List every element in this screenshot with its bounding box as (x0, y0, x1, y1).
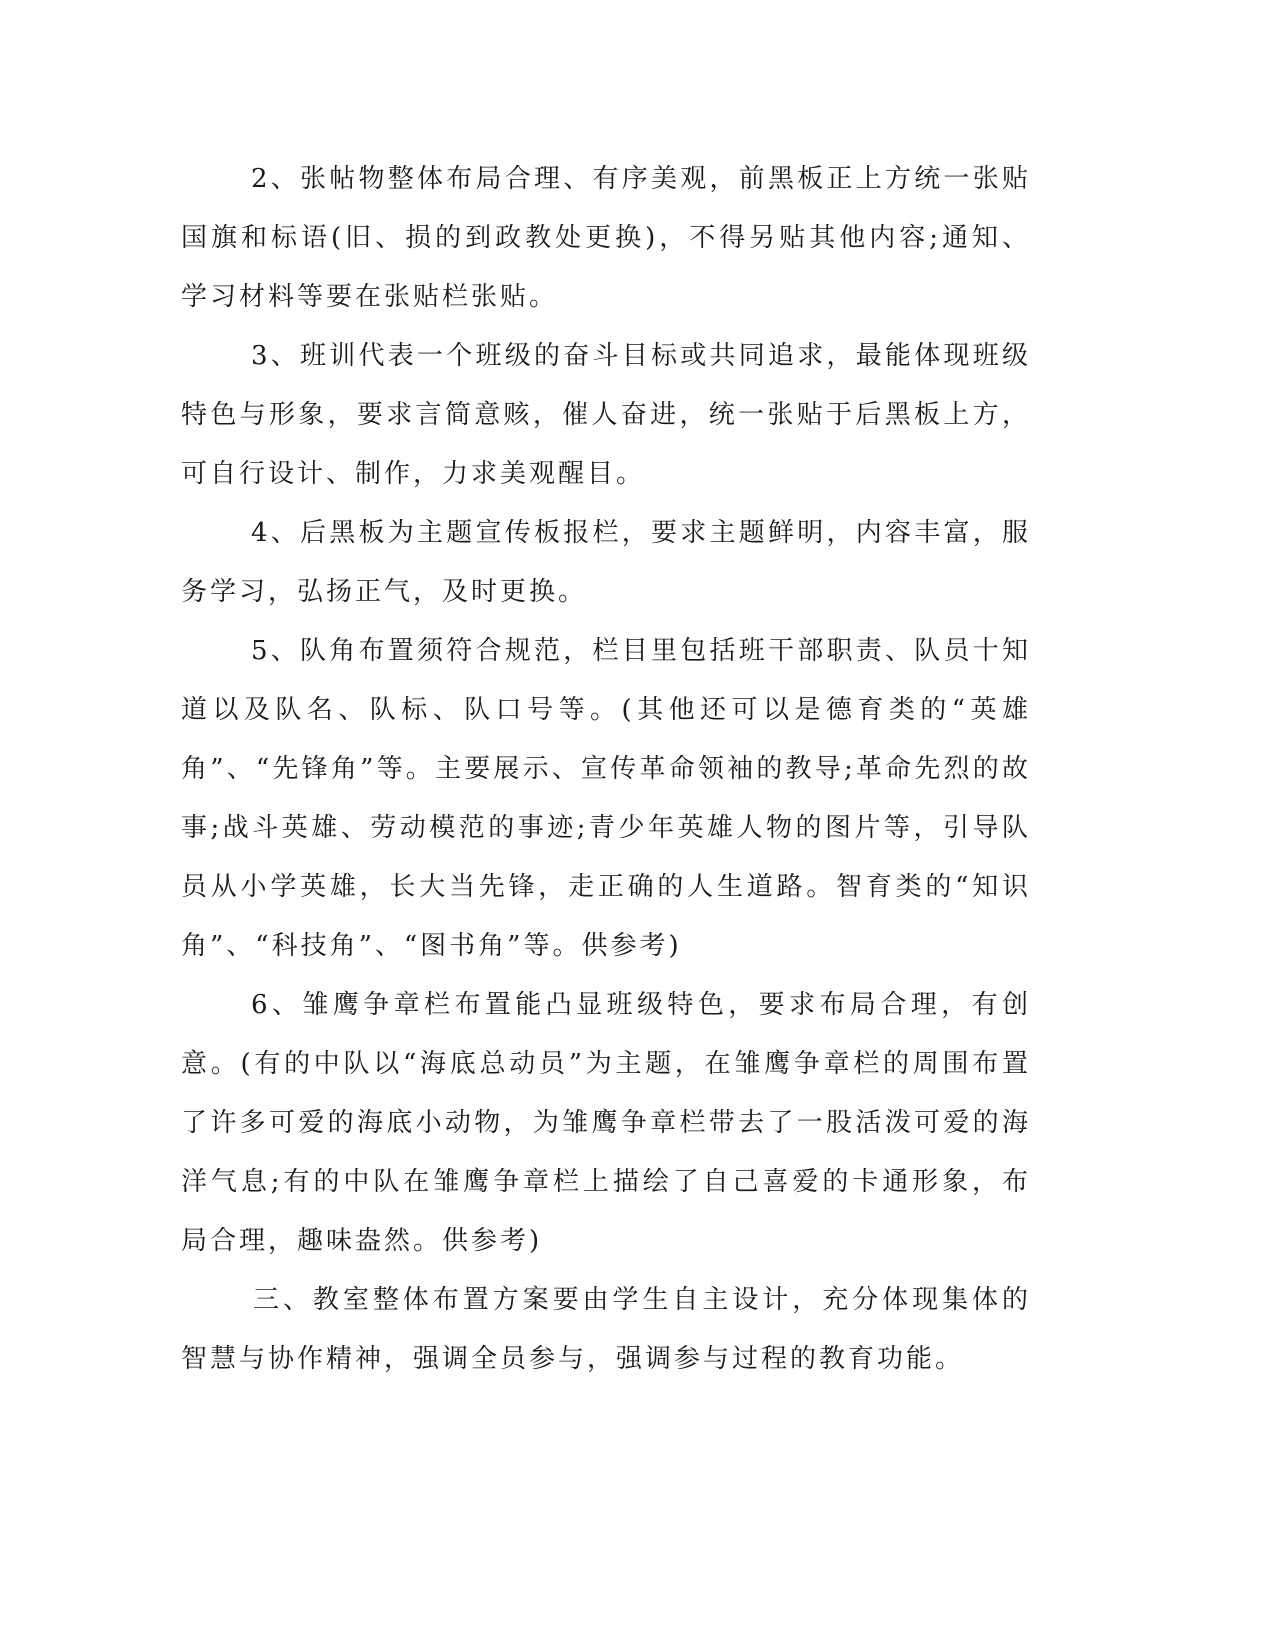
paragraph-item-6: 6、雏鹰争章栏布置能凸显班级特色，要求布局合理，有创意。(有的中队以“海底总动员”为主题，在雏鹰争章栏的周围布置了许多可爱的海底小动物，为雏鹰争章栏带去了一股活泼可爱的海洋气息;有的中队在雏鹰争章栏上描绘了自己喜爱的卡通形象，布局合理，趣味盎然。供参考) (181, 990, 1031, 1256)
paragraph-item-4: 4、后黑板为主题宣传板报栏，要求主题鲜明，内容丰富，服务学习，弘扬正气，及时更换。 (181, 518, 1031, 607)
paragraph-item-2: 2、张帖物整体布局合理、有序美观，前黑板正上方统一张贴国旗和标语(旧、损的到政教处更换)，不得另贴其他内容;通知、学习材料等要在张贴栏张贴。 (181, 164, 1031, 312)
paragraph-item-3: 3、班训代表一个班级的奋斗目标或共同追求，最能体现班级特色与形象，要求言简意赅，催人奋进，统一张贴于后黑板上方，可自行设计、制作，力求美观醒目。 (181, 341, 1031, 489)
document-body (181, 150, 1031, 1389)
paragraph-section-three: 三、教室整体布置方案要由学生自主设计，充分体现集体的智慧与协作精神，强调全员参与，强调参与过程的教育功能。 (181, 1285, 1031, 1374)
paragraph-item-5: 5、队角布置须符合规范，栏目里包括班干部职责、队员十知道以及队名、队标、队口号等。(其他还可以是德育类的“英雄角”、“先锋角”等。主要展示、宣传革命领袖的教导;革命先烈的故事;战斗英雄、劳动模范的事迹;青少年英雄人物的图片等，引导队员从小学英雄，长大当先锋，走正确的人生道路。智育类的“知识角”、“科技角”、“图书角”等。供参考) (181, 636, 1031, 961)
